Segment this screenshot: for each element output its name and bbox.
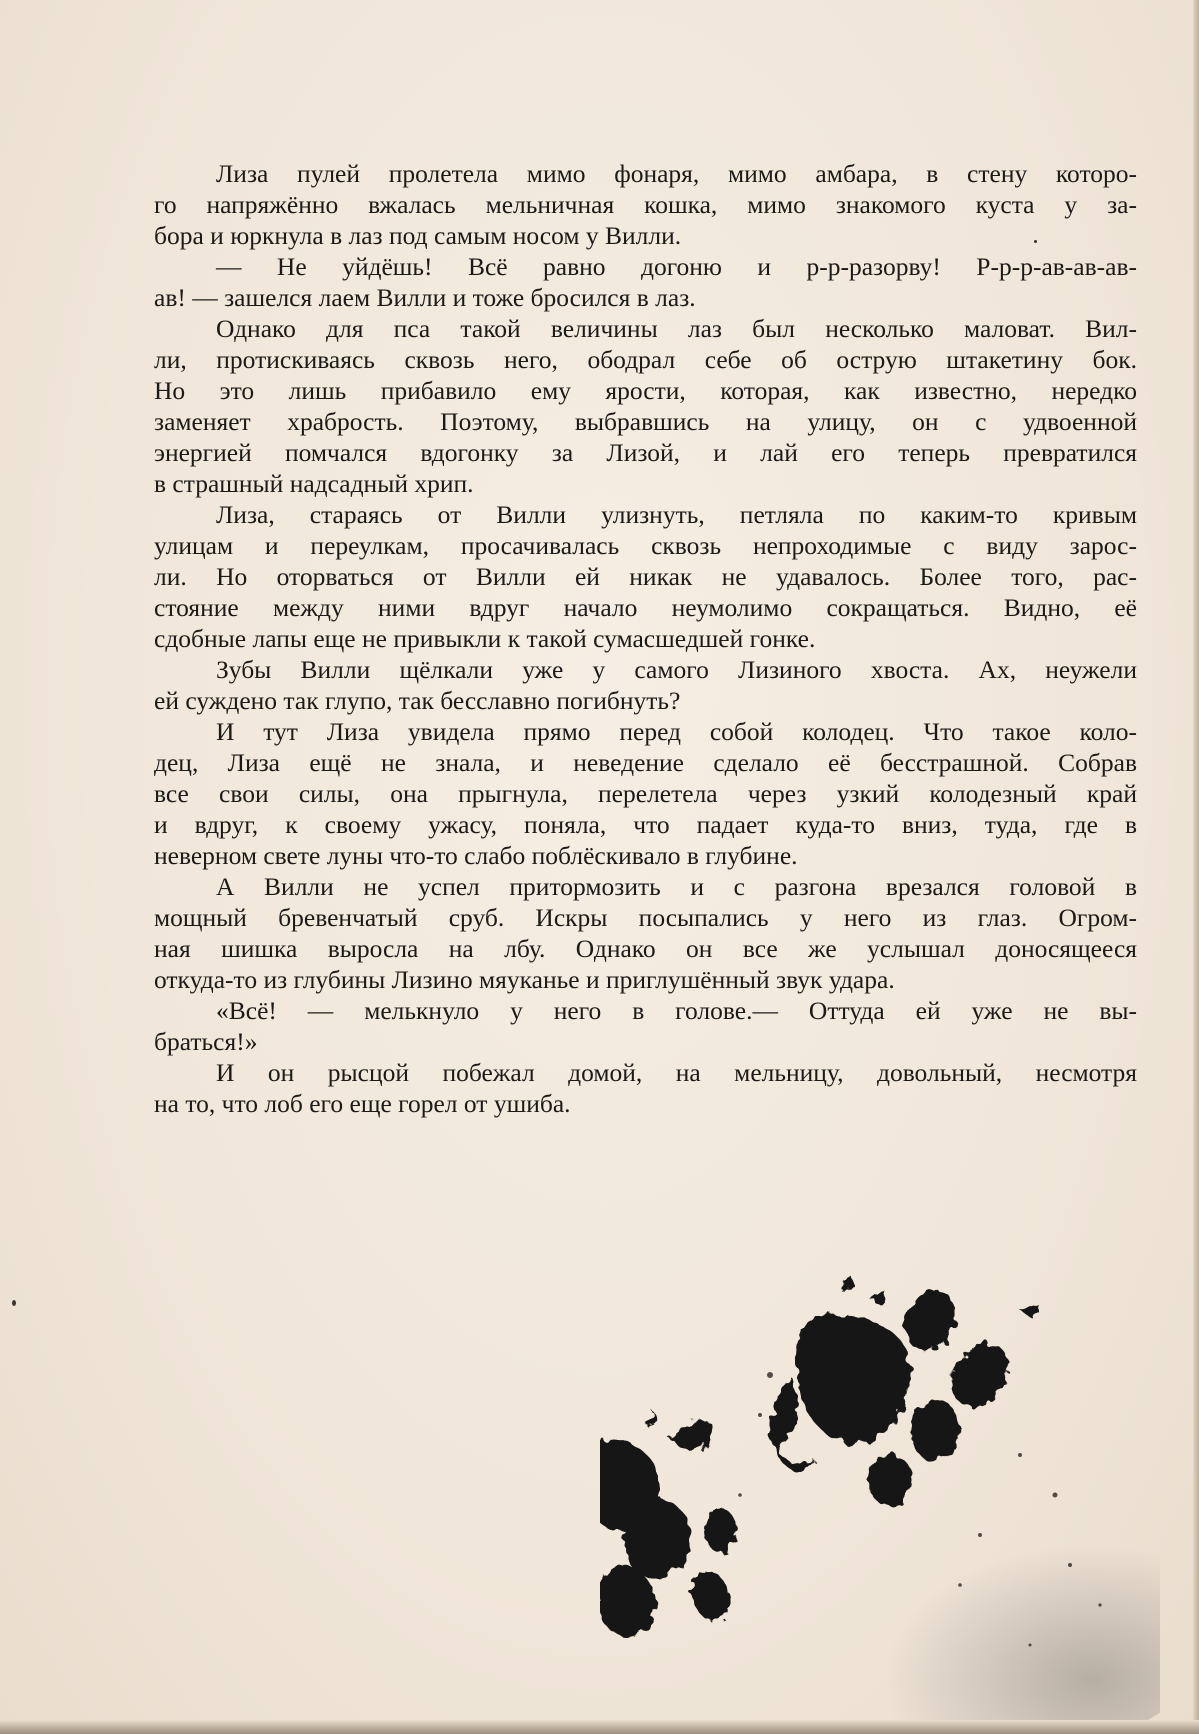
paragraph xyxy=(154,995,1137,1057)
paw-prints-icon xyxy=(600,1265,1160,1725)
text-line: и вдруг, к своему ужасу, поняла, что падает куда-то вниз, туда, где в xyxy=(154,810,1137,839)
paragraph xyxy=(154,158,1137,251)
text-line: мощный бревенчатый сруб. Искры посыпались у него из глаз. Огром- xyxy=(154,903,1137,932)
text-line: ей суждено так глупо, так бесславно погибнуть? xyxy=(154,686,681,715)
text-line: в страшный надсадный хрип. xyxy=(154,469,474,498)
page-edge-right xyxy=(1193,0,1199,1734)
text-line: ав! — зашелся лаем Вилли и тоже бросился в лаз. xyxy=(154,283,696,312)
text-line: Лиза пулей пролетела мимо фонаря, мимо амбара, в стену которо- xyxy=(216,159,1137,188)
text-line: Но это лишь прибавило ему ярости, которая, как известно, нередко xyxy=(154,376,1137,405)
paragraph xyxy=(154,1057,1137,1119)
paw-print-lower xyxy=(600,1411,736,1637)
text-line: все свои силы, она прыгнула, перелетела через узкий колодезный край xyxy=(154,779,1137,808)
story-text xyxy=(154,158,1137,1119)
text-line: на то, что лоб его еще горел от ушиба. xyxy=(154,1089,571,1118)
text-line: дец, Лиза ещё не знала, и неведение сделало её бесстрашной. Собрав xyxy=(154,748,1137,777)
paper-speck xyxy=(1034,240,1037,243)
text-line: Однако для пса такой величины лаз был несколько маловат. Вил- xyxy=(216,314,1137,343)
text-line: «Всё! — мелькнуло у него в голове.— Оттуда ей уже не вы- xyxy=(216,996,1137,1025)
text-line: браться!» xyxy=(154,1027,258,1056)
paragraph xyxy=(154,313,1137,499)
text-line: неверном свете луны что-то слабо поблёскивало в глубине. xyxy=(154,841,798,870)
text-line: го напряжённо вжалась мельничная кошка, мимо знакомого куста у за- xyxy=(154,190,1137,219)
page-edge-bottom xyxy=(0,1720,1199,1734)
text-line: — Не уйдёшь! Всё равно догоню и р-р-разорву! Р-р-р-ав-ав-ав- xyxy=(216,252,1137,281)
text-line: сдобные лапы еще не привыкли к такой сумасшедшей гонке. xyxy=(154,624,816,653)
text-line: ли, протискиваясь сквозь него, ободрал себе об острую штакетину бок. xyxy=(154,345,1137,374)
text-line: А Вилли не успел притормозить и с разгона врезался головой в xyxy=(216,872,1137,901)
paragraph xyxy=(154,654,1137,716)
paragraph xyxy=(154,499,1137,654)
text-line: заменяет храбрость. Поэтому, выбравшись на улицу, он с удвоенной xyxy=(154,407,1137,436)
paragraph xyxy=(154,251,1137,313)
paper-speck xyxy=(12,1300,16,1306)
text-line: бора и юркнула в лаз под самым носом у Вилли. xyxy=(154,221,682,250)
text-line: Лиза, стараясь от Вилли улизнуть, петляла по каким-то кривым xyxy=(216,500,1137,529)
text-line: стояние между ними вдруг начало неумолимо сокращаться. Видно, её xyxy=(154,593,1137,622)
text-line: Зубы Вилли щёлкали уже у самого Лизиного хвоста. Ах, неужели xyxy=(216,655,1137,684)
text-line: энергией помчался вдогонку за Лизой, и лай его теперь превратился xyxy=(154,438,1137,467)
text-line: ли. Но оторваться от Вилли ей никак не удавалось. Более того, рас- xyxy=(154,562,1137,591)
text-line: улицам и переулкам, просачивалась сквозь непроходимые с виду зарос- xyxy=(154,531,1137,560)
text-line: откуда-то из глубины Лизино мяуканье и приглушённый звук удара. xyxy=(154,965,895,994)
text-line: И тут Лиза увидела прямо перед собой колодец. Что такое коло- xyxy=(216,717,1137,746)
paragraph xyxy=(154,871,1137,995)
text-line: И он рысцой побежал домой, на мельницу, довольный, несмотря xyxy=(216,1058,1137,1087)
paragraph xyxy=(154,716,1137,871)
text-line: ная шишка выросла на лбу. Однако он все же услышал доносящееся xyxy=(154,934,1137,963)
